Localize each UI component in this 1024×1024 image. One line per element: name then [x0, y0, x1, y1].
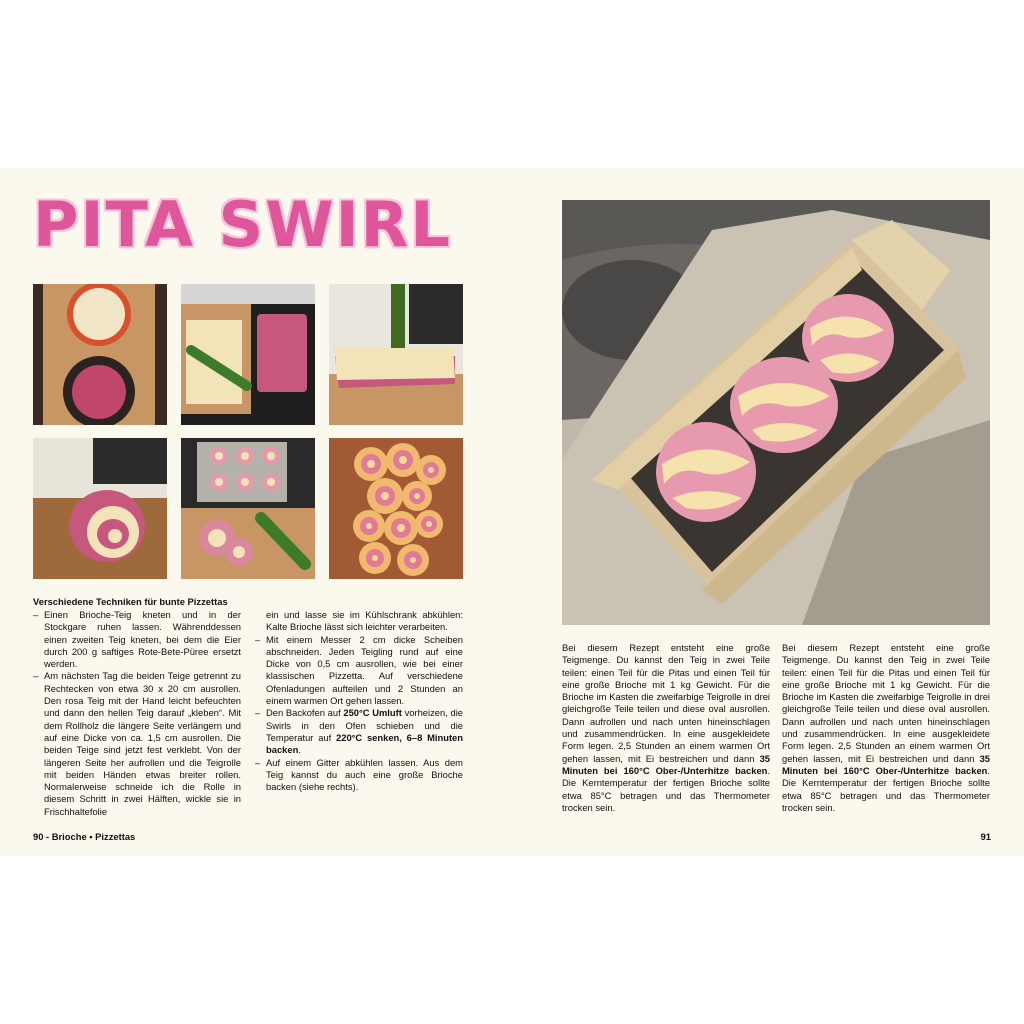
bake-text-1: Den Backofen auf [266, 707, 344, 719]
brioche-loaf-icon [562, 200, 990, 625]
rolled-dough-icon [181, 284, 315, 425]
step-photo-2 [181, 284, 315, 425]
bake-temperature-1: 250°C Umluft [343, 707, 402, 719]
brioche-bake-time: 35 Minuten bei 160°C Ober-/Unterhitze backen [782, 752, 990, 776]
page-footer-left: 90 - Brioche • Pizzettas [33, 831, 136, 842]
instruction-step: – Am nächsten Tag die beiden Teige getrennt zu Rechtecken von etwa 30 x 20 cm ausrollen. Den rosa Teig mit der Hand leicht befeuchten und dann den hellen Teig darauf „kleben“. Mit dem Rollholz die längere Seite verlängern und auf eine Dicke von ca. 1,5 cm ausrollen. Die beiden Teige sind jetzt fest verklebt. Von der längeren Seite her aufrollen und die Teigrolle mit beiden Händen etwas breiter rollen. Normalerweise schneide ich die Rolle in diesem Schritt in zwei Hälften, wickle sie in Frischhaltefolie [33, 670, 241, 818]
step-photo-4 [33, 438, 167, 579]
instruction-step: – Auf einem Gitter abkühlen lassen. Aus dem Teig kannst du auch eine große Brioche backen (siehe rechts). [255, 757, 463, 794]
dough-balls-icon [33, 284, 167, 425]
instruction-step [255, 707, 463, 756]
brioche-paragraph-1 [562, 642, 770, 814]
swirl-slices-icon [181, 438, 315, 579]
instruction-step: – Mit einem Messer 2 cm dicke Scheiben abschneiden. Jeden Teigling rund auf eine Dicke von 0,5 cm ausrollen, wie bei einer klassischen Pizzetta. Auf verschiedene Ofenladungen aufteilen und 2 Stunden an einem warmen Ort gehen lassen. [255, 634, 463, 708]
layered-dough-icon [329, 284, 463, 425]
brioche-text-end: . Die Kerntemperatur der fertigen Brioche sollte etwa 85°C betragen und das Thermometer trocken sein. [562, 764, 770, 813]
instructions-column-1 [33, 609, 241, 818]
bake-text-2: vorheizen, die Swirls in den Ofen schieben und die Temperatur auf [266, 707, 464, 743]
instruction-step: – Einen Brioche-Teig kneten und in der Stockgare ruhen lassen. Währenddessen einen zweiten Teig kneten, bei dem die Eier durch 200 g saftiges Rote-Bete-Püree ersetzt werden. [33, 609, 241, 670]
step-photo-1 [33, 284, 167, 425]
techniques-subheading: Verschiedene Techniken für bunte Pizzettas [33, 596, 228, 607]
bake-temperature-2: 220°C senken, 6–8 Minuten backen [266, 731, 464, 756]
book-spread [0, 168, 1024, 856]
brioche-text-end: . Die Kerntemperatur der fertigen Brioche sollte etwa 85°C betragen und das Thermometer trocken sein. [782, 764, 990, 813]
recipe-title: PITA SWIRL [33, 188, 452, 261]
dough-roll-icon [33, 438, 167, 579]
hero-photo [562, 200, 990, 625]
brioche-text: Bei diesem Rezept entsteht eine große Teigmenge. Du kannst den Teig in zwei Teile teilen: einen Teil für die Pitas und einen Teil für eine große Brioche mit 1 kg Gewicht. Für die Brioche im Kasten die zweifarbige Teigrolle in drei gleichgroße Teile teilen und diese oval ausrollen. Dann aufrollen und nach unten hineinschlagen und zusammendrücken. In eine ausgekleidete Form legen. 2,5 Stunden an einem warmen Ort gehen lassen, mit Ei bestreichen und dann [562, 642, 770, 764]
instructions-column-2 [255, 609, 463, 793]
step-photo-3 [329, 284, 463, 425]
bake-text-3: . [298, 744, 301, 756]
brioche-paragraph-2 [782, 642, 990, 814]
instruction-continuation: ein und lasse sie im Kühlschrank abkühlen: Kalte Brioche lässt sich leichter verarbeiten. [266, 609, 463, 633]
step-photo-6 [329, 438, 463, 579]
page-number-right: 91 [980, 831, 991, 842]
brioche-bake-time: 35 Minuten bei 160°C Ober-/Unterhitze backen [562, 752, 770, 776]
baked-swirls-icon [329, 438, 463, 579]
step-photo-5 [181, 438, 315, 579]
brioche-text: Bei diesem Rezept entsteht eine große Teigmenge. Du kannst den Teig in zwei Teile teilen: einen Teil für die Pitas und einen Teil für eine große Brioche mit 1 kg Gewicht. Für die Brioche im Kasten die zweifarbige Teigrolle in drei gleichgroße Teile teilen und diese oval ausrollen. Dann aufrollen und nach unten hineinschlagen und zusammendrücken. In eine ausgekleidete Form legen. 2,5 Stunden an einem warmen Ort gehen lassen, mit Ei bestreichen und dann [782, 642, 990, 764]
